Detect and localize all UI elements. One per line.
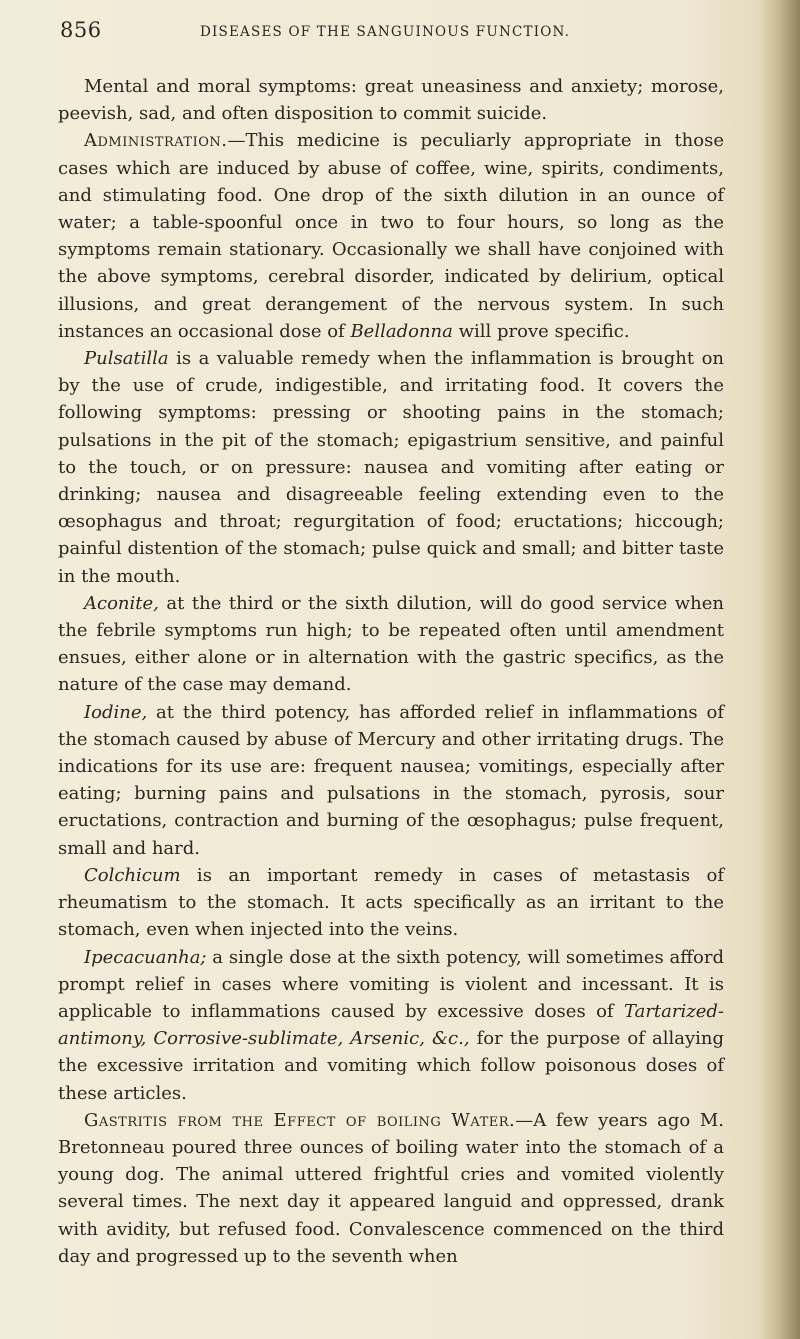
remedy-name: Belladonna [350, 320, 453, 342]
running-head: DISEASES OF THE SANGUINOUS FUNCTION. [200, 24, 571, 40]
paragraph-text: —This medicine is peculiarly appropriate in those cases which are induced by abuse of coffee, wine, spirits, condiments, and stimulating food. One drop of the sixth dilution in an ounce of water; a table-spoonful once in two to four hours, so long as the symptoms remain stationary. Occasionally we shall have conjoined with the above symptoms, cerebral disorder, indicated by delirium, optical illusions, and great derangement of the nervous system. In such instances an occasional dose of [58, 130, 724, 342]
paragraph-text: at the third potency, has afforded relief in inflammations of the stomach caused by abuse of Mercury and other irritating drugs. The indications for its use are: frequent nausea; vomitings, especially after eating; burning pains and pulsations in the stomach, pyrosis, sour eructations, contraction and burning of the œsophagus; pulse frequent, small and hard. [58, 701, 724, 859]
paragraph-text: a single dose at the sixth potency, will sometimes afford prompt relief in cases where vomiting is violent and incessant. It is applicable to inflammations caused by excessive doses of [58, 946, 724, 1022]
paragraph-colchicum [58, 862, 724, 944]
paragraph-text-tail: for the purpose of allaying the excessive irritation and vomiting which follow poisonous doses of these articles. [58, 1028, 724, 1104]
page-number: 856 [60, 18, 102, 42]
section-lead: Administration. [84, 130, 228, 152]
remedy-name: Colchicum [84, 864, 181, 886]
page-header [60, 18, 720, 48]
paragraph-gastritis-boiling-water [58, 1107, 724, 1270]
paragraph-text: is a valuable remedy when the inflammation is brought on by the use of crude, indigestible, and irritating food. It covers the following symptoms: pressing or shooting pains in the stomach; pulsations in the pit of the stomach; epigastrium sensitive, and painful to the touch, or on pressure: nausea and vomiting after eating or drinking; nausea and disagreeable feeling extending even to the œsophagus and throat; regurgitation of food; eructations; hiccough; painful distention of the stomach; pulse quick and small; and bitter taste in the mouth. [58, 348, 724, 587]
paragraph-aconite [58, 590, 724, 699]
paragraph-text: is an important remedy in cases of metastasis of rheumatism to the stomach. It acts specifically as an irritant to the stomach, even when injected into the veins. [58, 864, 724, 941]
section-lead: Gastritis from the Effect of boiling Water. [84, 1109, 516, 1131]
paragraph-administration [58, 127, 724, 345]
paragraph-iodine [58, 699, 724, 862]
paragraph-text-tail: will prove specific. [452, 320, 630, 342]
remedy-name: Iodine, [84, 701, 148, 723]
page-edge-shadow [762, 0, 800, 1339]
paragraph-mental-symptoms [58, 73, 724, 127]
paragraph-ipecacuanha [58, 944, 724, 1107]
paragraph-text: Mental and moral symptoms: great uneasiness and anxiety; morose, peevish, sad, and often disposition to commit suicide. [58, 76, 724, 125]
drug-names: Tartarized-antimony, Corrosive-sublimate, Arsenic, &c., [58, 1000, 724, 1050]
remedy-name: Ipecacuanha; [84, 946, 207, 968]
paragraph-text: at the third or the sixth dilution, will do good service when the febrile symptoms run high; to be repeated often until amendment ensues, either alone or in alternation with the gastric specifics, as the nature of the case may demand. [58, 592, 724, 696]
remedy-name: Pulsatilla [84, 348, 169, 370]
remedy-name: Aconite, [84, 592, 159, 614]
paragraph-text: —A few years ago M. Bretonneau poured three ounces of boiling water into the stomach of a young dog. The animal uttered frightful cries and vomited violently several times. The next day it appeared languid and oppressed, drank with avidity, but refused food. Convalescence commenced on the third day and progressed up to the seventh when [58, 1109, 725, 1267]
body-text [58, 73, 724, 1270]
paragraph-pulsatilla [58, 345, 724, 590]
